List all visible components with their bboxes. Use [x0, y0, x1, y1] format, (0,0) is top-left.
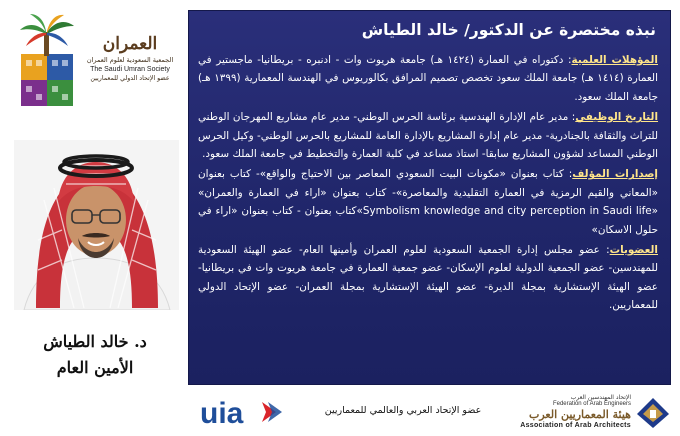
bio-body	[198, 51, 658, 317]
arab-architects-logo	[520, 392, 675, 434]
section-text: : مدير عام الإدارة الهندسية برئاسة الحرس الوطني- مدير عام مشاريع المهرجان الوطني للتراث والثقافة بالجنادرية- مدير عام إدارة المشاريع بالإدارة العامة للمشاريع بالحرس الوطني- وكيل الحرس الوطني المساعد لشؤون المشاريع سابقا- استاذ مساعد في كلية العمارة والتخطيط في جامعة الملك سعود.	[198, 111, 658, 161]
aaa-english: Association of Arab Architects	[520, 422, 631, 429]
person-portrait-icon	[14, 140, 179, 310]
fae-arabic: الإتحاد المهندسين العرب	[570, 394, 631, 401]
section-label: إصدارات المؤلف	[572, 168, 658, 181]
footer-membership-text: عضو الإتحاد العربي والعالمي للمعماريين	[324, 405, 482, 416]
aaa-arabic: هيئة المعماريين العرب	[529, 408, 631, 421]
palm-tree-emblem-icon	[18, 14, 76, 110]
person-role: الأمين العام	[56, 358, 134, 377]
section-label: التاريخ الوظيفي	[575, 111, 658, 124]
section-text: : كتاب بعنوان «مكونات البيت السعودي المعاصر بين الاحتياج والواقع»- كتاب بعنوان «المعاني والقيم الرمزية في العمارة التقليدية والمعاصرة»- كتاب بعنوان «اراء في العمارة والعمران» «Symbolism knowledge and city perception in Saudi life»كتاب بعنوان - كتاب بعنوان «اراء في حلول الاسكان»	[198, 168, 659, 236]
section-text: : دكتوراه في العمارة (١٤٢٤ هـ) جامعة هريوت وات - ادنبره - بريطانيا- ماجستير في العمارة (١٤١٤ هـ) جامعة الملك سعود تخصص تصميم المرافق بكالوريوس في الهندسة المعمارية (١٣٩٩ هـ) جامعة الملك سعود.	[198, 54, 658, 103]
bio-section-qualifications	[198, 51, 658, 106]
section-text: : عضو مجلس إدارة الجمعية السعودية لعلوم العمران وأمينها العام- عضو الهيئة السعودية للمهندسين- عضو الجمعية الدولية لعلوم الإسكان- عضو جمعية العمارة في جامعة هريوت وات في بريطانيا- عضو الهيئة الإستشارية بمجلة الديرة- عضو الهيئة الإستشارية بمجلة العمران- عضو الإتحاد الدولي للمعماريين.	[198, 244, 658, 312]
section-label: المؤهلات العلمية	[571, 54, 658, 66]
bio-panel	[188, 10, 671, 385]
logo-text	[80, 34, 180, 83]
footer	[0, 392, 680, 436]
portrait-photo	[14, 140, 179, 310]
fae-english: Federation of Arab Engineers	[552, 401, 631, 407]
bio-section-career	[198, 108, 658, 163]
person-name: د. خالد الطياش	[43, 332, 147, 351]
logo-membership: عضو الإتحاد الدولي للمعماريين	[90, 75, 170, 82]
uia-logo-text: uia	[200, 397, 244, 430]
logo-english-name: The Saudi Umran Society	[90, 66, 170, 73]
logo-subtitle: الجمعية السعودية لعلوم العمران	[86, 56, 174, 64]
umran-society-logo	[18, 14, 178, 124]
bio-section-memberships	[198, 241, 658, 315]
logo-title: العمران	[102, 34, 158, 54]
uia-logo-icon	[198, 394, 290, 430]
section-label: العضويات	[609, 244, 658, 257]
bio-section-publications	[198, 165, 658, 239]
bio-title: نبذه مختصرة عن الدكتور/ خالد الطياش	[361, 21, 656, 39]
arab-architects-emblem-icon	[635, 396, 671, 430]
